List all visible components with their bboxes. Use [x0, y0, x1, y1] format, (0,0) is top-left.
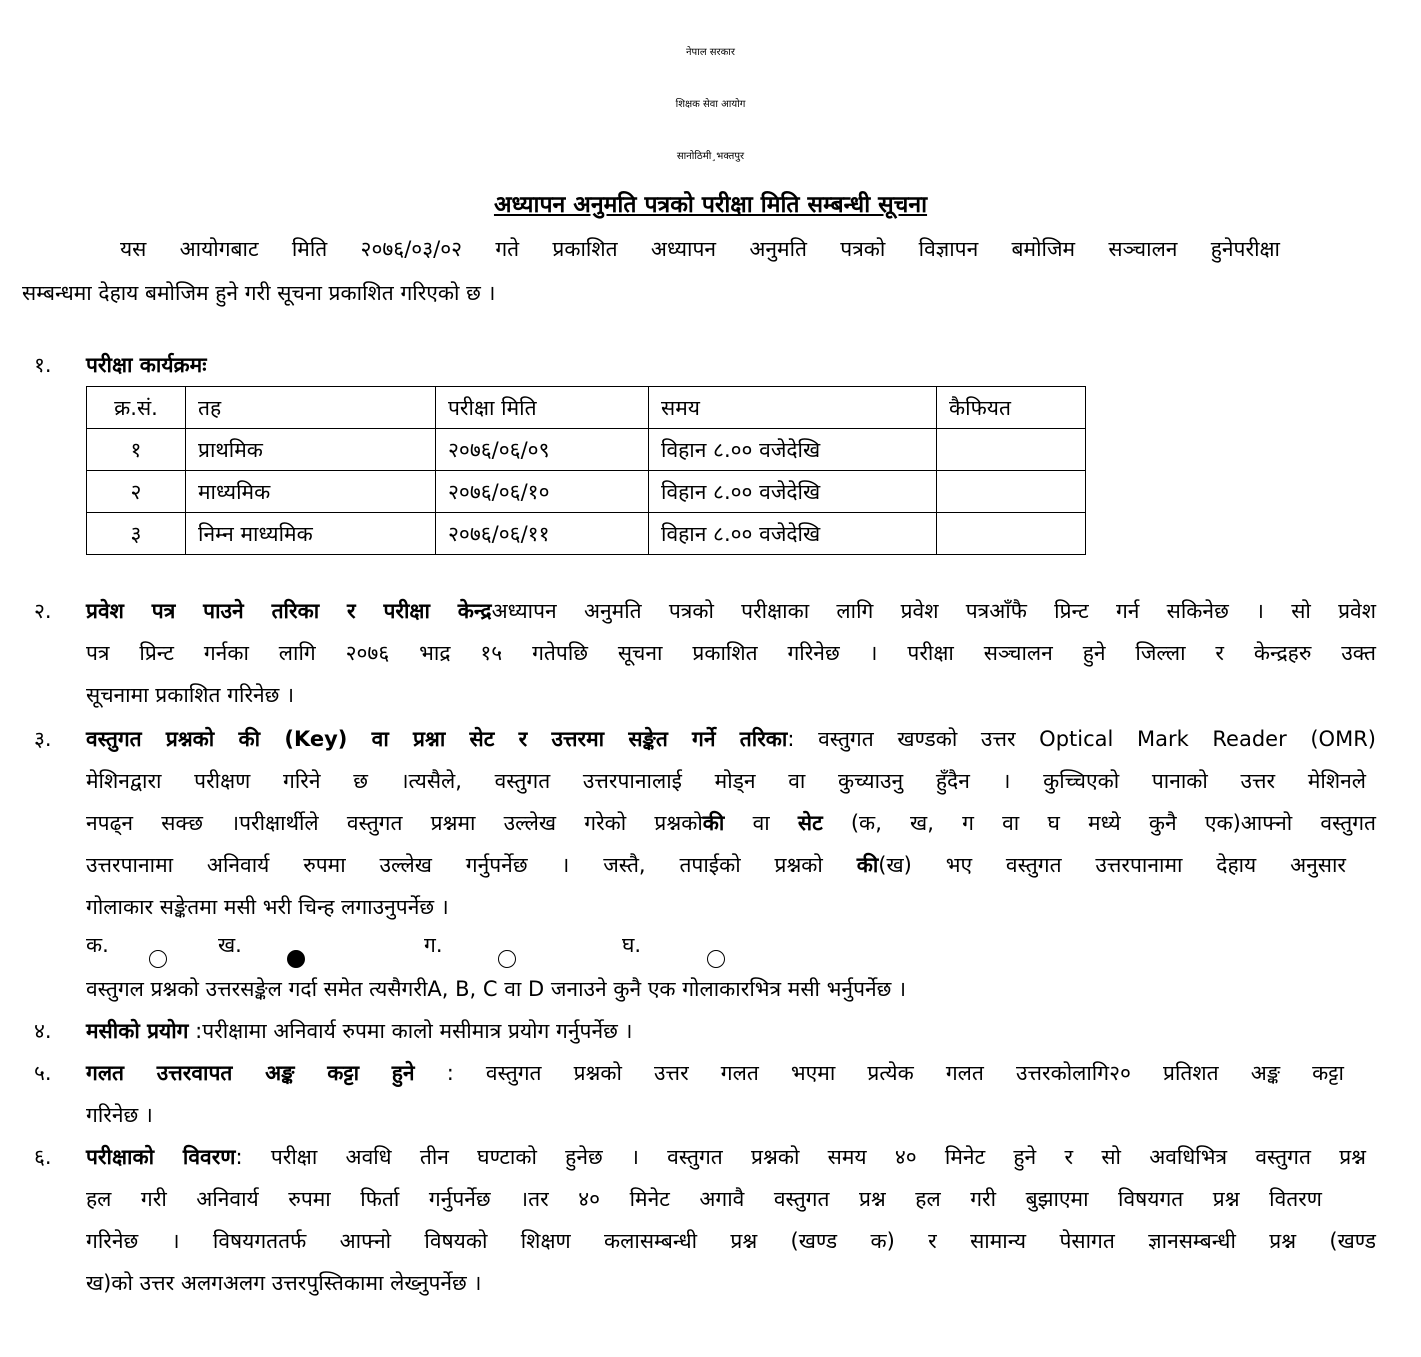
cell-remarks	[937, 513, 1086, 555]
omr-bubble-empty-icon	[149, 950, 167, 968]
table-row	[87, 471, 1086, 513]
cell-level: प्राथमिक	[186, 429, 436, 471]
cell-time: विहान ८.०० वजेदेखि	[649, 471, 937, 513]
cell-serial: ३	[87, 513, 186, 555]
section5-line-1	[86, 1058, 1344, 1088]
notice-title	[0, 190, 1421, 220]
key-label-example: की	[856, 853, 879, 877]
section3-line-6: वस्तुगल प्रश्नको उत्तरसङ्केल गर्दा समेत त्यसैगरीA, B, C वा D जनाउने कुनै एक गोलाकारभित्र मसी भर्नुपर्नेछ ।	[86, 977, 907, 1001]
omr-bubble-empty-icon	[498, 950, 516, 968]
section3-line-4	[86, 850, 1346, 880]
section5-line-1-text: : वस्तुगत प्रश्नको उत्तर गलत भएमा प्रत्येक गलत उत्तरकोलागि२० प्रतिशत अङ्क कट्टा	[414, 1061, 1344, 1085]
notice-title-text: अध्यापन अनुमति पत्रको परीक्षा मिति सम्बन्धी सूचना	[493, 192, 928, 218]
section6-line-1-text: : परीक्षा अवधि तीन घण्टाको हुनेछ । वस्तुगत प्रश्नको समय ४० मिनेट हुने र सो अवधिभित्र वस्तुगत प्रश्न	[235, 1145, 1366, 1169]
header-cell-level: तह	[186, 387, 436, 429]
cell-date: २०७६/०६/१०	[436, 471, 649, 513]
cell-level: माध्यमिक	[186, 471, 436, 513]
section3-line-2: मेशिनद्वारा परीक्षण गरिने छ ।त्यसैले, वस्तुगत उत्तरपानालाई मोड्न वा कुच्याउनु हुँदैन । कुच्चिएको पानाको उत्तर मेशिनले	[86, 769, 1366, 793]
section1-heading-text: परीक्षा कार्यक्रमः	[86, 353, 207, 377]
section4-text: :परीक्षामा अनिवार्य रुपमा कालो मसीमात्र प्रयोग गर्नुपर्नेछ ।	[188, 1019, 633, 1043]
section6-heading: परीक्षाको विवरण	[86, 1145, 236, 1169]
section5-number: ५.	[34, 1061, 52, 1085]
section3-line-1-text: : वस्तुगत खण्डको उत्तर Optical Mark Reader (OMR)	[787, 727, 1376, 751]
section4-number: ४.	[34, 1019, 52, 1043]
option-label-kha: ख.	[218, 933, 242, 957]
cell-remarks	[937, 429, 1086, 471]
option-label-gha: घ.	[622, 933, 642, 957]
section1-heading	[86, 350, 206, 380]
section3-line-4-rest: (ख) भए वस्तुगत उत्तरपानामा देहाय अनुसार	[878, 853, 1346, 877]
cell-remarks	[937, 471, 1086, 513]
exam-schedule-table	[86, 386, 1086, 555]
section3-line-3	[86, 808, 1376, 838]
section2-line-1	[86, 596, 1376, 626]
table-row	[87, 513, 1086, 555]
section2-heading: प्रवेश पत्र पाउने तरिका र परीक्षा केन्द्र	[86, 599, 492, 623]
cell-time: विहान ८.०० वजेदेखि	[649, 513, 937, 555]
section3-line-3-rest: (क, ख, ग वा घ मध्ये कुनै एक)आफ्नो वस्तुगत	[822, 811, 1377, 835]
section5-line-2: गरिनेछ ।	[86, 1103, 153, 1127]
cell-date: २०७६/०६/०९	[436, 429, 649, 471]
header-commission: शिक्षक सेवा आयोग	[675, 99, 746, 110]
header-cell-date: परीक्षा मिति	[436, 387, 649, 429]
header-cell-time: समय	[649, 387, 937, 429]
section2-line-1-text: अध्यापन अनुमति पत्रको परीक्षाका लागि प्रवेश पत्रआँफै प्रिन्ट गर्न सकिनेछ । सो प्रवेश	[491, 599, 1376, 623]
section3-line-1	[86, 724, 1376, 754]
key-label: की	[702, 811, 725, 835]
header-cell-remarks: कैफियत	[937, 387, 1086, 429]
section2-line-2: पत्र प्रिन्ट गर्नका लागि २०७६ भाद्र १५ गतेपछि सूचना प्रकाशित गरिनेछ । परीक्षा सञ्चालन हुने जिल्ला र केन्द्रहरु उक्त	[86, 641, 1376, 665]
intro-line-2: सम्बन्धमा देहाय बमोजिम हुने गरी सूचना प्रकाशित गरिएको छ ।	[22, 281, 496, 305]
cell-serial: २	[87, 471, 186, 513]
section3-line-3-or: वा	[724, 811, 798, 835]
section5-heading: गलत उत्तरवापत अङ्क कट्टा हुने	[86, 1061, 415, 1085]
omr-bubble-filled-icon	[287, 950, 305, 968]
section3-heading: वस्तुगत प्रश्नको की (Key) वा प्रश्ना सेट र उत्तरमा सङ्केत गर्ने तरिका	[86, 727, 788, 751]
option-label-ka: क.	[86, 933, 109, 957]
section2-number: २.	[34, 599, 52, 623]
section6-line-2: हल गरी अनिवार्य रुपमा फिर्ता गर्नुपर्नेछ ।तर ४० मिनेट अगावै वस्तुगत प्रश्न हल गरी बुझाएमा विषयगत प्रश्न वितरण	[86, 1187, 1322, 1211]
cell-serial: १	[87, 429, 186, 471]
set-label: सेट	[797, 811, 823, 835]
cell-time: विहान ८.०० वजेदेखि	[649, 429, 937, 471]
section4-heading: मसीको प्रयोग	[86, 1019, 189, 1043]
header-cell-serial: क्र.सं.	[87, 387, 186, 429]
section1-number: १.	[34, 353, 52, 377]
header-address: सानोठिमी¸भक्तपुर	[676, 151, 745, 162]
section6-number: ६.	[34, 1145, 52, 1169]
cell-level: निम्न माध्यमिक	[186, 513, 436, 555]
section4-line	[86, 1016, 632, 1046]
table-header-row	[87, 387, 1086, 429]
omr-bubble-empty-icon	[707, 950, 725, 968]
section3-number: ३.	[34, 727, 52, 751]
section6-line-4: ख)को उत्तर अलगअलग उत्तरपुस्तिकामा लेख्नुपर्नेछ ।	[86, 1271, 482, 1295]
section6-line-3: गरिनेछ । विषयगततर्फ आफ्नो विषयको शिक्षण कलासम्बन्धी प्रश्न (खण्ड क) र सामान्य पेसागत ज्ञानसम्बन्धी प्रश्न (खण्ड	[86, 1229, 1376, 1253]
intro-line-1: यस आयोगबाट मिति २०७६/०३/०२ गते प्रकाशित अध्यापन अनुमति पत्रको विज्ञापन बमोजिम सञ्चालन हुनेपरीक्षा	[120, 237, 1280, 261]
option-label-ga: ग.	[424, 933, 443, 957]
table-row	[87, 429, 1086, 471]
section6-line-1	[86, 1142, 1366, 1172]
header-government: नेपाल सरकार	[686, 47, 735, 58]
section3-line-3-text: नपढ्न सक्छ ।परीक्षार्थीले वस्तुगत प्रश्नमा उल्लेख गरेको प्रश्नको	[86, 811, 703, 835]
section3-line-4-text: उत्तरपानामा अनिवार्य रुपमा उल्लेख गर्नुपर्नेछ । जस्तै, तपाईको प्रश्नको	[86, 853, 857, 877]
section3-line-5: गोलाकार सङ्केतमा मसी भरी चिन्ह लगाउनुपर्नेछ ।	[86, 895, 449, 919]
section2-line-3: सूचनामा प्रकाशित गरिनेछ ।	[86, 683, 295, 707]
cell-date: २०७६/०६/११	[436, 513, 649, 555]
